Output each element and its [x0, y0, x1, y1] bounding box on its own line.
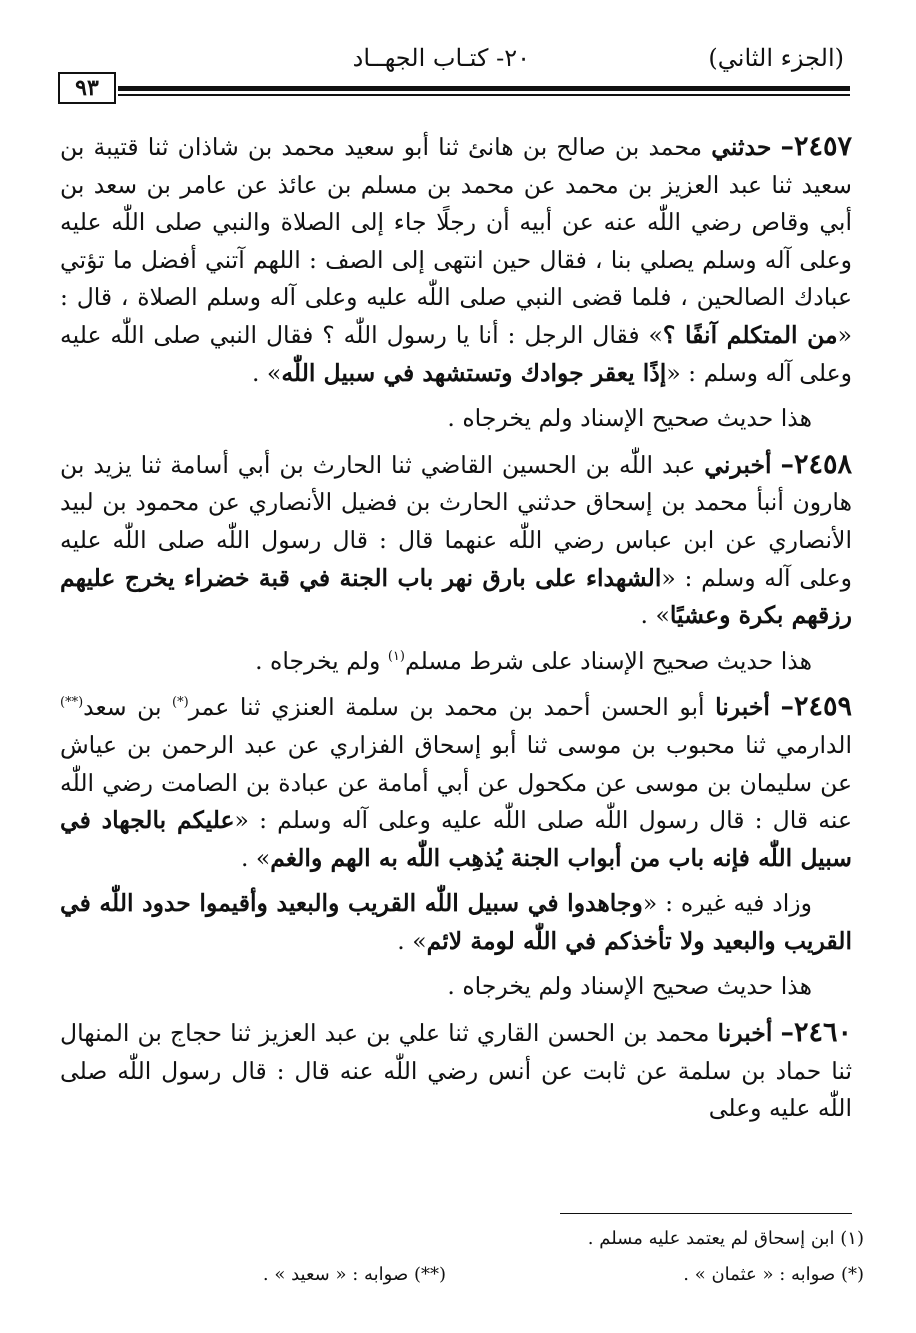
grading-text: هذا حديث صحيح الإسناد على شرط مسلم: [404, 646, 812, 675]
footnote-double-star: (**) صوابه : « سعيد » .: [262, 1264, 446, 1285]
narration-keyword: حدثني: [711, 133, 772, 161]
hadith-number: ٢٤٥٩–: [780, 691, 852, 723]
hadith-text: محمد بن صالح بن هانئ ثنا أبو سعيد محمد بن شاذان ثنا قتيبة بن سعيد ثنا عبد العزيز بن محمد عن محمد بن مسلم بن عائذ عن عامر بن سعد بن أبي وقاص رضي اللّٰه عنه عن أبيه أن رجلًا جاء إلى الصلاة والنبي صلى اللّٰه عليه وعلى آله وسلم يصلي بنا ، فقال حين انتهى إلى الصف : اللهم آتني أفضل ما تؤتي عبادك الصالحين ، فلما قضى النبي صلى اللّٰه عليه وعلى آله وسلم الصلاة ، قال : «: [60, 133, 852, 349]
narration-keyword: أخبرنا: [717, 1019, 773, 1048]
hadith-text: محمد بن الحسن القاري ثنا علي بن عبد العزيز ثنا حجاج بن المنهال ثنا حماد بن سلمة عن ثابت عن أنس رضي اللّٰه عنه قال : قال رسول اللّٰه صلى اللّٰه عليه وعلى: [60, 1019, 852, 1123]
footnote-ref: (١): [387, 648, 405, 664]
footnote-1: (١) ابن إسحاق لم يعتمد عليه مسلم .: [587, 1228, 864, 1249]
hadith-2459: [60, 688, 852, 877]
hadith-number: ٢٤٥٨–: [780, 448, 852, 480]
hadith-number: ٢٤٦٠–: [780, 1017, 852, 1049]
footnote-ref: (**): [60, 695, 84, 711]
hadith-quote: الشهداء على بارق نهر باب الجنة في قبة خضراء يخرج عليهم رزقهم بكرة وعشيًا: [60, 563, 852, 630]
hadith-quote: عليكم بالجهاد في سبيل اللّٰه فإنه باب من أبواب الجنة يُذهِب اللّٰه به الهم والغم: [60, 806, 852, 872]
hadith-grading: هذا حديث صحيح الإسناد ولم يخرجاه .: [447, 972, 812, 1001]
hadith-text: عبد اللّٰه بن الحسين القاضي ثنا الحارث بن أبي أسامة ثنا يزيد بن هارون أنبأ محمد بن إسحاق حدثني الحارث بن فضيل الأنصاري عن محمود بن لبيد الأنصاري عن ابن عباس رضي اللّٰه عنهما قال : قال رسول اللّٰه صلى اللّٰه عليه وعلى آله وسلم : «: [60, 450, 852, 592]
addition-text: » .: [397, 926, 427, 955]
footnote-divider: [560, 1213, 852, 1214]
hadith-addition: [60, 885, 852, 960]
hadith-grading: هذا حديث صحيح الإسناد ولم يخرجاه .: [447, 404, 812, 433]
hadith-2457: [60, 128, 852, 392]
hadith-grading: [60, 643, 852, 681]
addition-text: وزاد فيه غيره : «: [642, 889, 812, 918]
page-number: ٩٣: [58, 72, 116, 104]
narration-keyword: أخبرني: [704, 450, 772, 479]
hadith-text: » .: [640, 601, 670, 630]
header-rule-thick: [118, 86, 850, 91]
hadith-text: » فقال الرجل : أنا يا رسول اللّٰه ؟ فقال النبي صلى اللّٰه عليه وعلى آله وسلم : «: [60, 320, 852, 387]
footnote-star: (*) صوابه : « عثمان » .: [683, 1264, 864, 1285]
hadith-2460: [60, 1014, 852, 1128]
hadith-2458: [60, 446, 852, 635]
hadith-number: ٢٤٥٧–: [780, 131, 852, 162]
grading-text: ولم يخرجاه .: [255, 646, 388, 675]
hadith-text: » .: [251, 358, 282, 387]
hadith-text: أبو الحسن أحمد بن محمد بن سلمة العنزي ثنا عمر: [188, 693, 705, 722]
header-part-title: (الجزء الثاني): [708, 44, 844, 72]
hadith-text: بن سعد: [83, 693, 173, 722]
hadith-text: » .: [240, 843, 271, 872]
running-header: [58, 42, 850, 78]
hadith-quote: من المتكلم آنفًا ؟: [662, 320, 838, 349]
hadith-quote: وجاهدوا في سبيل اللّٰه القريب والبعيد وأقيموا حدود اللّٰه في القريب والبعيد ولا تأخذكم في اللّٰه لومة لائم: [60, 889, 852, 955]
narration-keyword: أخبرنا: [715, 693, 770, 722]
hadith-quote: إذًا يعقر جوادك وتستشهد في سبيل اللّٰه: [281, 358, 667, 387]
header-book-title: ٢٠- كتـاب الجهــاد: [352, 44, 530, 72]
footnote-ref: (*): [172, 695, 189, 711]
hadith-text: الدارمي ثنا محبوب بن موسى ثنا أبو إسحاق الفزاري عن عبد الرحمن بن عياش عن سليمان بن موسى عن مكحول عن أبي أمامة عن عبادة بن الصامت رضي اللّٰه عنه قال : قال رسول اللّٰه صلى اللّٰه عليه وعلى آله وسلم : «: [60, 730, 852, 835]
main-text: [60, 128, 852, 1128]
header-rule-thin: [118, 94, 850, 96]
